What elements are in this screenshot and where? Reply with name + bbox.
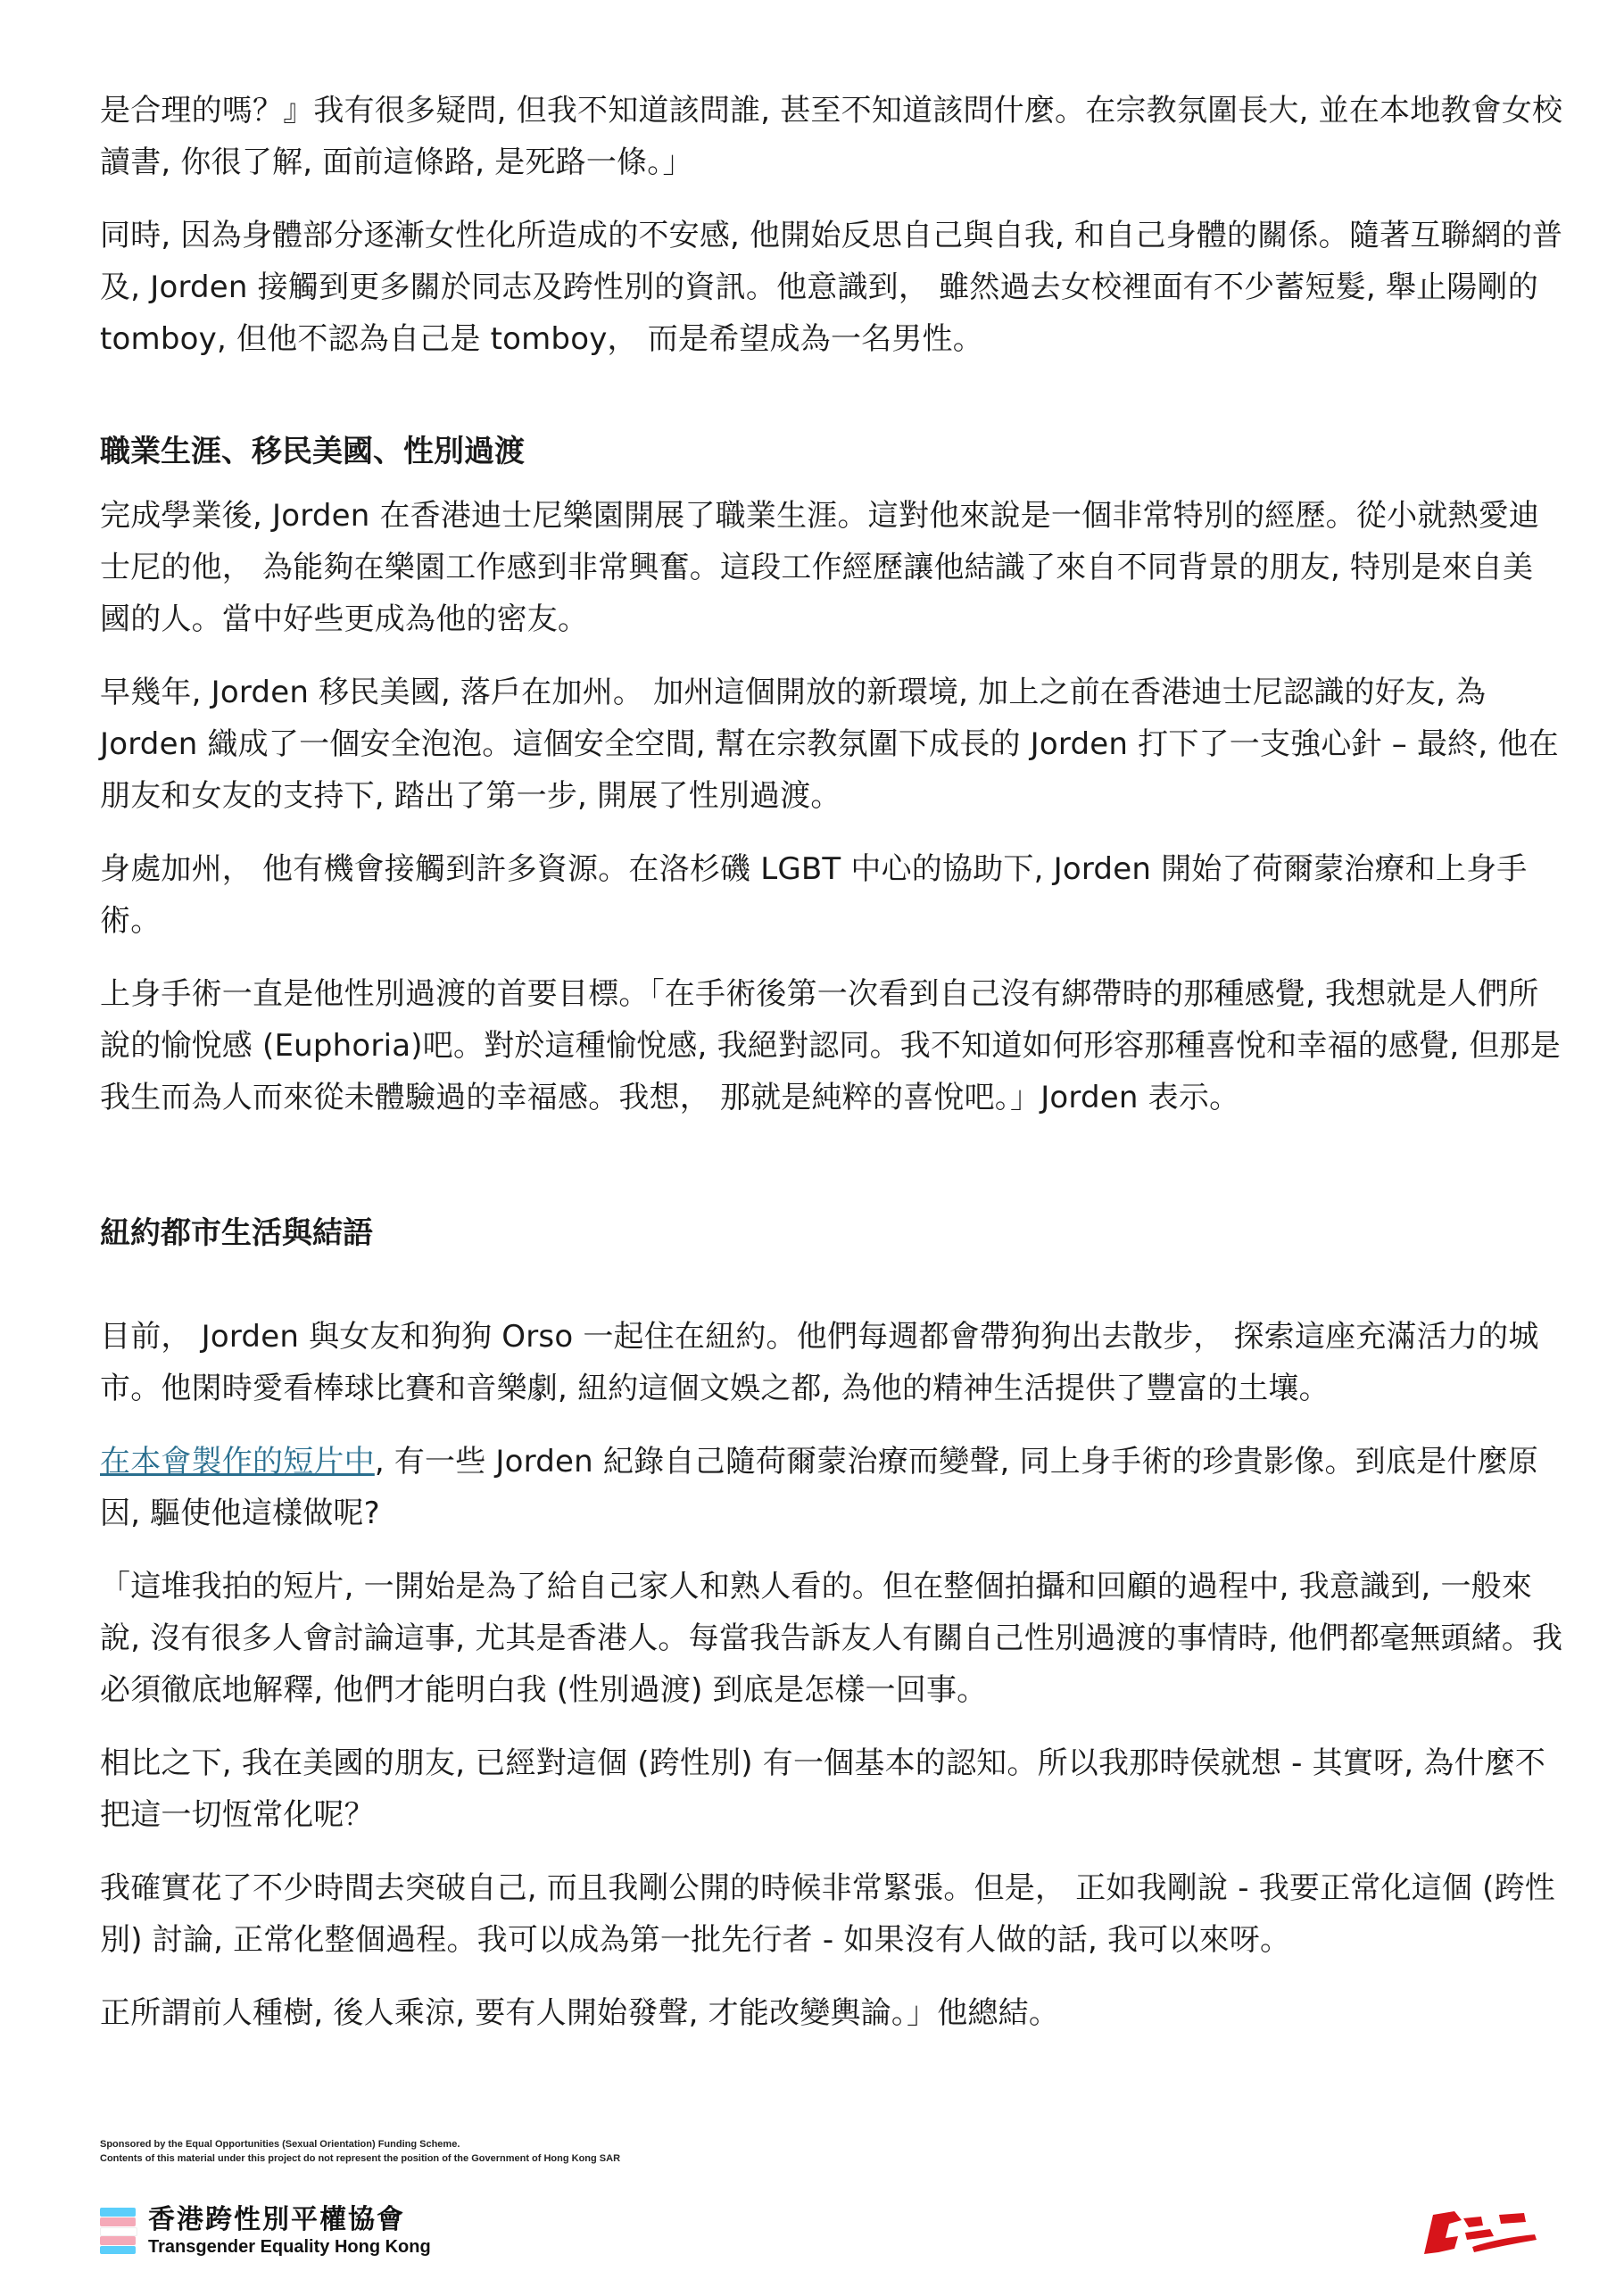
quote-paragraph-1: 「這堆我拍的短片, 一開始是為了給自己家人和熟人看的。但在整個拍攝和回顧的過程中, 我意識到, 一般來說, 沒有很多人會討論這事, 尤其是香港人。每當我告訴友人有關自己性別過渡的事情時, 他們都毫無頭緒。我必須徹底地解釋, 他們才能明白我 (性別過渡) 到底是怎樣一回事。 <box>100 1569 1563 1708</box>
document-body <box>100 85 1563 2060</box>
career-paragraph-2: 早幾年, Jorden 移民美國, 落戶在加州。 加州這個開放的新環境, 加上之前在香港迪士尼認識的好友, 為 Jorden 織成了一個安全泡泡。這個安全空間, 幫在宗教氛圍下成長的 Jorden 打下了一支強心針 – 最終, 他在朋友和女友的支持下, 踏出了第一步, 開展了性別過渡。 <box>100 675 1559 814</box>
government-funded-logo <box>1419 2202 1544 2263</box>
org-name-cn: 香港跨性別平權協會 <box>148 2204 405 2235</box>
quote-paragraph-3: 我確實花了不少時間去突破自己, 而且我剛公開的時候非常緊張。但是， 正如我剛說 - 我要正常化這個 (跨性別) 討論, 正常化整個過程。我可以成為第一批先行者 - 如果沒有人做的話, 我可以來呀。 <box>100 1870 1555 1958</box>
trans-flag-icon <box>100 2208 136 2254</box>
sponsor-line-1: Sponsored by the Equal Opportunities (Sexual Orientation) Funding Scheme. <box>100 2139 460 2150</box>
newyork-paragraph-2 <box>100 1436 1563 1539</box>
org-name-en: Transgender Equality Hong Kong <box>148 2237 431 2257</box>
quote-paragraph-4: 正所謂前人種樹, 後人乘涼, 要有人開始發聲, 才能改變輿論。」他總結。 <box>100 1995 1060 2031</box>
career-paragraph-3: 身處加州， 他有機會接觸到許多資源。在洛杉磯 LGBT 中心的協助下, Jorden 開始了荷爾蒙治療和上身手術。 <box>100 851 1528 939</box>
quote-paragraph-2: 相比之下, 我在美國的朋友, 已經對這個 (跨性別) 有一個基本的認知。所以我那時侯就想 - 其實呀, 為什麼不把這一切恆常化呢？ <box>100 1745 1546 1833</box>
org-logo <box>100 2200 431 2262</box>
newyork-paragraph-1: 目前， Jorden 與女友和狗狗 Orso 一起住在紐約。他們每週都會帶狗狗出去散步， 探索這座充滿活力的城市。他閑時愛看棒球比賽和音樂劇, 紐約這個文娛之都, 為他的精神生活提供了豐富的土壤。 <box>100 1319 1539 1406</box>
career-paragraph-1: 完成學業後, Jorden 在香港迪士尼樂園開展了職業生涯。這對他來說是一個非常特別的經歷。從小就熱愛迪士尼的他， 為能夠在樂園工作感到非常興奮。這段工作經歷讓他結識了來自不同背景的朋友, 特別是來自美國的人。當中好些更成為他的密友。 <box>100 498 1540 637</box>
career-paragraph-4: 上身手術一直是他性別過渡的首要目標。「在手術後第一次看到自己沒有綁帶時的那種感覺, 我想就是人們所說的愉悅感 (Euphoria)吧。對於這種愉悅感, 我絕對認同。我不知道如何形容那種喜悅和幸福的感覺, 但那是我生而為人而來從未體驗過的幸福感。我想， 那就是純粹的喜悅吧。」Jorden 表示。 <box>100 976 1561 1115</box>
newyork-paragraph-2-text: , 有一些 Jorden 紀錄自己隨荷爾蒙治療而變聲, 同上身手術的珍貴影像。到底是什麼原因, 驅使他這樣做呢? <box>100 1444 1538 1531</box>
intro-paragraph-1: 是合理的嗎？』我有很多疑問, 但我不知道該問誰, 甚至不知道該問什麼。在宗教氛圍長大, 並在本地教會女校讀書, 你很了解, 面前這條路, 是死路一條。」 <box>100 93 1563 180</box>
gov-funded-icon <box>1419 2202 1544 2263</box>
section-heading-newyork: 紐約都市生活與結語 <box>100 1215 373 1251</box>
section-heading-career: 職業生涯、移民美國、性別過渡 <box>100 434 525 469</box>
short-film-link[interactable]: 在本會製作的短片中 <box>100 1444 375 1480</box>
sponsor-line-2: Contents of this material under this project do not represent the position of the Government of Hong Kong SAR <box>100 2153 621 2164</box>
intro-paragraph-2: 同時, 因為身體部分逐漸女性化所造成的不安感, 他開始反思自己與自我, 和自己身體的關係。隨著互聯網的普及, Jorden 接觸到更多關於同志及跨性別的資訊。他意識到， 雖然過去女校裡面有不少蓄短髮, 舉止陽剛的 tomboy, 但他不認為自己是 tomboy， 而是希望成為一名男性。 <box>100 218 1563 357</box>
sponsor-note <box>100 2137 903 2166</box>
